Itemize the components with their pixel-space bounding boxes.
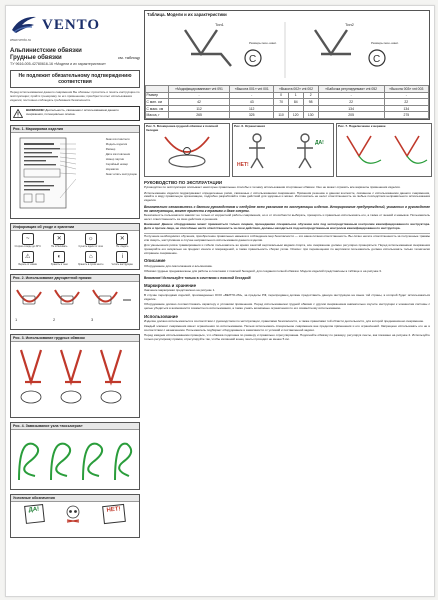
product-title [10, 48, 140, 66]
warning-triangle-icon [13, 109, 23, 118]
figure-2-buckle [10, 274, 140, 330]
figure-7-caption: Рис. 7. Подключение к веревке [338, 123, 386, 128]
left-column [10, 10, 140, 592]
care-item [108, 251, 138, 267]
marking-p2: В случае перепродажи изделий, произведенных ООО «ВЕНТО-2М», за пределы РФ, перепродавец должен предоставить данную инструкцию на языке той страны, в которой будет использоваться изделие. [144, 293, 430, 302]
marking-label-item: Знак изготовителя [105, 137, 130, 142]
svg-text:C: C [373, 54, 381, 65]
figure-3-caption: Рис. 3. Использование грудных обвязок [11, 335, 139, 342]
care-item [76, 251, 106, 267]
model-header: «Модифицированная» vnt 091 [169, 86, 230, 93]
table-cell: 130 [303, 112, 318, 119]
table-cell: 134 [384, 105, 428, 112]
brand-logo [10, 10, 140, 40]
marking-label-image [14, 136, 76, 214]
care-item [45, 251, 75, 267]
care-symbol-icon: ☼ [85, 233, 97, 245]
marking-label-item: Знак читать инструкцию [105, 172, 137, 177]
intro-text: Перед использованием данного снаряжения Вы обязаны: прочитать и понять инструкцию по эксплуатации; пройти тренировку по его применению; приобрести опыт использования изделия; постоянно соблюдать требования безопасности. [10, 90, 140, 102]
guide-p5: Для уменьшения риска травмирования и гибели пользователь во время занятий вертикальным видами спорта, все снаряжение должно регулярно проверяться. Перед использованием снаряжения проверяйте его визуально на предмет износа и повреждений, а также правильность сборки узлов. Опасно: при перемещении по вертикали пользователь должен использовать только технически исправное снаряжение. [144, 243, 430, 255]
figure-6-diagram [233, 130, 333, 170]
description-heading: Описание [144, 258, 166, 264]
care-info [10, 223, 140, 270]
care-item [13, 251, 43, 267]
table-row [146, 112, 429, 119]
figure-1-caption: Рис. 1. Маркировка изделия [11, 126, 139, 133]
instruction-sheet [5, 5, 435, 597]
table-cell: - [169, 92, 230, 99]
table-cell [274, 105, 288, 112]
usage-p2: Каждый элемент снаряжения имеет ограничения по использованию. Нельзя использовать специальное снаряжение вне пределов применения и его ограничений. Запрещено использовать его не в соответствии с назначением. Пользователь подбирает оборудование в зависимости от условий и поставленной задачи. [144, 324, 430, 333]
marking-label-item: Серийный номер [105, 162, 129, 167]
table-cell: 0 [274, 92, 288, 99]
care-item-label: Беречь от химии [18, 263, 37, 267]
table-cell: 120 [288, 112, 303, 119]
tu-standard: ТУ 9616-005-42780616-16 «Модели и их характеристики» [10, 62, 106, 66]
care-symbol-icon: ~ [22, 233, 34, 245]
brand-name: VENTO [42, 16, 101, 33]
table-cell [303, 105, 318, 112]
usage-heading: Использование [144, 313, 178, 319]
usage-p1: Изделие должно использоваться в соответствии с руководством по эксплуатации, правилами безопасности, а также правилами той области деятельности, для которой предназначено снаряжение. [144, 319, 424, 324]
table-cell: - [230, 92, 274, 99]
brand-site: www.vento.ru [10, 38, 32, 42]
table-cell: 22 [318, 99, 384, 106]
row-label: Масса, г [146, 112, 169, 119]
right-column [144, 10, 430, 592]
table-cell: 112 [169, 105, 230, 112]
table-cell: 43 [230, 99, 274, 106]
size-note-1: Размеры мин.-макс. [249, 41, 277, 45]
figure-3-chest-harness [10, 334, 140, 418]
model-header: «Высота 001» vnt 001 [230, 86, 274, 93]
care-item [13, 233, 43, 249]
table-cell: 98 [303, 99, 318, 106]
guide-p3: Безопасность пользователя зависит не только от корректной работы снаряжения, но и от способности выбирать, проверять и правильно использовать его, а также от знаний и навыков. Пользователь несет ответственность за свои действия и решения. [144, 213, 430, 221]
group-2-label: Тип2 [345, 22, 354, 27]
row-label: Размер [146, 92, 169, 99]
table-cell: 22 [384, 99, 428, 106]
table-cell [288, 105, 303, 112]
marking-heading: Маркировка и хранение [144, 282, 197, 288]
models-table [144, 10, 430, 120]
table-cell: 42 [169, 99, 230, 106]
figure-7 [336, 123, 432, 177]
size-note-2: Размеры мин.-макс. [371, 41, 399, 45]
marking-label-item: Размер [105, 147, 116, 152]
care-symbol-icon: ⌂ [85, 251, 97, 263]
warning-title: ВНИМАНИЕ! [26, 108, 45, 113]
care-symbol-icon: ✕ [116, 233, 128, 245]
guide-p2: Использование изделия подразумевает определенные риски, связанные с использованием снаряжения. Применяя решение в данном контексте, связанное с использованием данного снаряжения, имейте в виду правильную организацию, подробно разработайте план действий для здоровья и жизни. Изготовитель не несет ответственность за любые последствия неправильного использования изделия. [144, 190, 430, 203]
svg-text:C: C [249, 54, 257, 65]
description-p1: Оборудование для скалолазания и альпинизма. [144, 263, 213, 268]
care-item-label: Хранить в сухом месте [77, 263, 104, 267]
figure-6-no-mark: НЕТ! [237, 161, 249, 168]
svg-text:1: 1 [15, 316, 18, 322]
table-title: Таблица. Модели и их характеристики [147, 12, 227, 17]
row-label: С мин. см [146, 99, 169, 106]
marking-label-item: Номер партии [105, 157, 125, 162]
svg-text:2: 2 [53, 316, 56, 322]
legend-caption: Условные обозначения [11, 495, 139, 502]
table-row [146, 99, 429, 106]
models-data-table [145, 85, 429, 119]
figure-7-diagram [337, 130, 431, 170]
table-cell: 70 [274, 99, 288, 106]
figure-1-marking [10, 125, 140, 219]
no-stamp: НЕТ! [102, 504, 126, 524]
description-p2: Обвязки грудные предназначены для работы в сочетании с поясной беседкой, для создания полной обвязки. Модели изделий представлены в таблице и на рисунке 3. [144, 268, 382, 273]
svg-text:3: 3 [91, 316, 94, 322]
care-item-label: Стирать в воде до 30°C [14, 245, 41, 249]
figure-6-yes-mark: ДА! [315, 139, 324, 146]
care-item-label: Сушить вдали от огня [78, 245, 103, 249]
figure-4-caption: Рис. 4. Завязывание узла «восьмерка» [11, 423, 139, 430]
chest-harness-diagram [11, 342, 137, 414]
skull-icon [65, 505, 81, 523]
certification-note: Не подлежит обязательному подтверждению соответствия [10, 70, 140, 88]
table-cell: 112 [230, 105, 274, 112]
table-cell: - [318, 92, 384, 99]
figure-5 [144, 123, 230, 177]
model-header: «Высота 003» vnt 003 [384, 86, 428, 93]
group-1-label: Тип1 [215, 22, 224, 27]
marking-label-item: Дата изготовления [105, 152, 131, 157]
table-cell: 325 [230, 112, 274, 119]
care-grid [11, 231, 139, 269]
figure-6 [232, 123, 334, 177]
warning-box [10, 106, 140, 121]
care-item [108, 233, 138, 249]
table-cell: 84 [288, 99, 303, 106]
title-line-1: Альпинистские обвязки [10, 48, 82, 54]
table-cell: 275 [384, 112, 428, 119]
table-cell: - [384, 92, 428, 99]
figure-1-labels [106, 137, 137, 177]
model-header: «Бабочка регулируемая» vnt 052 [318, 86, 384, 93]
warning-text: Деятельность, связанная с использованием данного снаряжения, потенциально опасна. [26, 108, 119, 117]
usage-p3: Перед каждым использованием проверьте, что обвязка подогнана по размеру и правильно отрегулирована. Подогнайте обвязку по размеру, регулируя ленты, как показано на рисунке 2. Используйте только регулировку пряжки, отрегулируйте так, чтобы излишний конец ленты проходил не менее 5 см. [144, 333, 430, 341]
figure-5-caption: Рис. 5. Блокировка грудной обвязки к поясной беседке [146, 123, 219, 132]
guide-p4: Получение необходимого обучения, приобретение правильных навыков и соблюдение мер безопасности — это ваша личная ответственность. Вы лично несете ответственность за полученные травмы или смерть, наступившие в случае неправильного использования данного изделия. [144, 234, 430, 242]
legend-symbols [10, 494, 140, 538]
table-row [146, 92, 429, 99]
table-cell: 134 [318, 105, 384, 112]
title-line-2: Грудные обвязки [10, 55, 62, 61]
care-item-label: Хранить в тени [50, 263, 68, 267]
table-corner [146, 86, 169, 93]
figure-eight-knot-diagram [11, 430, 137, 486]
guide-p1: Руководство по эксплуатации описывает некоторые правильные способы и технику использования спортивных обвязок. Оно не может отразить все варианты применения изделия. [144, 185, 401, 190]
care-symbol-icon: ⚠ [22, 251, 34, 263]
description-warning: Внимание! Используйте только в сочетании с поясной беседкой! [144, 275, 252, 280]
table-cell: 2 [303, 92, 318, 99]
care-symbol-icon: ✕ [53, 233, 65, 245]
figure-4-knot [10, 422, 140, 490]
care-item [76, 233, 106, 249]
row-label: С макс. см [146, 105, 169, 112]
guide-heading: РУКОВОДСТВО ПО ЭКСПЛУАТАЦИИ [144, 179, 223, 185]
divider [144, 233, 430, 234]
care-item-label: Не гладить [116, 245, 129, 249]
yes-stamp: ДА! [24, 504, 44, 524]
care-symbol-icon: i [116, 251, 128, 263]
figure-5-diagram [145, 133, 229, 173]
table-cell: 1 [288, 92, 303, 99]
table-cell: 110 [274, 112, 288, 119]
table-row [146, 105, 429, 112]
figure-row-5-7 [144, 123, 430, 177]
care-item-label: Читать инструкцию [111, 263, 133, 267]
care-item-label: Не отбеливать [51, 245, 68, 249]
table-cell: 205 [318, 112, 384, 119]
care-caption: Информация об уходе и хранении [11, 224, 139, 231]
care-symbol-icon: ◐ [53, 251, 65, 263]
care-item [45, 233, 75, 249]
guide-bold-2: Внимание! Данное оборудование может применяться только лицами, прошедшими специальное обучение или под непосредственным контролем квалифицированного инструктора. Дети и прочие лица, не способные нести ответственность за свои действия, должны находиться под непосредственным контролем квалифицированного инструктора. [144, 222, 430, 230]
guide-bold-1: Внимательно ознакомьтесь с данным руководством и следуйте всем указаниям по эксплуатации изделия. Игнорирование предупреждений, указанных в руководстве по эксплуатации, может привести к травмам и даже смерти. [144, 204, 430, 213]
marking-p1: Значение маркировки представлено на рисунке 1. [144, 288, 216, 293]
marking-p3: Оборудование должно соответствовать характеру и условиям применения. Перед использованием грудной обвязки с другим снаряжением внимательно изучите инструкции к элементам системы с целью убедиться в возможности совместного использования, а также узнать возможные ограничения по его совместному использованию. [144, 302, 430, 310]
marking-label-item: Норматив [105, 167, 119, 172]
table-cell: 265 [169, 112, 230, 119]
model-header: «Высота 002» vnt 002 [274, 86, 318, 93]
bird-logo-icon [10, 14, 38, 36]
buckle-diagram [11, 282, 137, 324]
figure-2-caption: Рис. 2. Использование двухцветной пряжки [11, 275, 139, 282]
marking-label-item: Модель изделия [105, 142, 128, 147]
table-reference: см. таблицу [118, 55, 140, 60]
figure-6-caption: Рис. 6. Ограничения [234, 123, 266, 128]
harness-type-images [145, 18, 427, 80]
